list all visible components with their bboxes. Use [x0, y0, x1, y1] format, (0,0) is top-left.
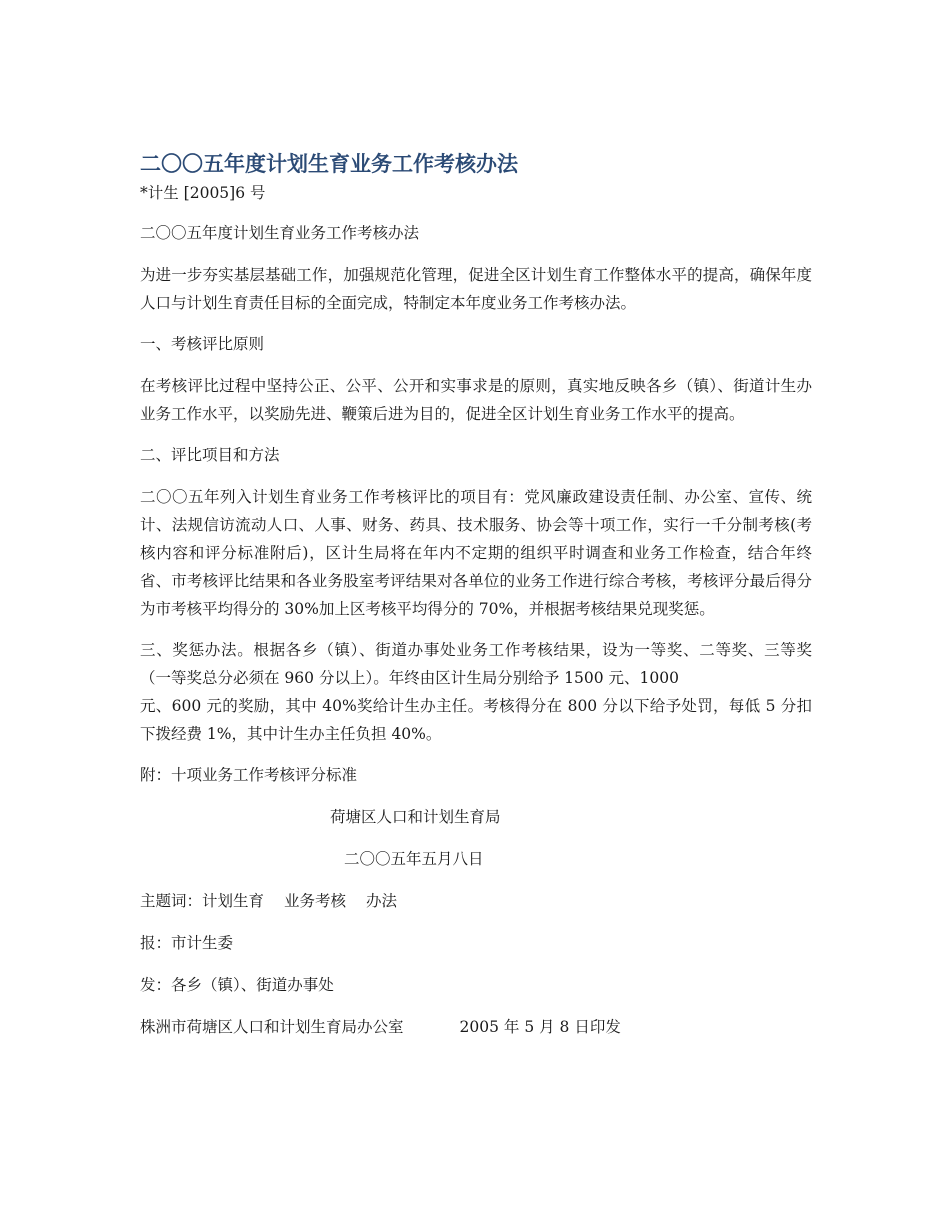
section3-body [140, 636, 812, 748]
keywords-line [140, 887, 812, 916]
print-date: 2005 年 5 月 8 日印发 [459, 1018, 621, 1036]
keyword-item: 业务考核 [284, 892, 347, 910]
keyword-item: 计划生育 [202, 892, 265, 910]
keywords-label: 主题词： [140, 892, 203, 910]
attachment-note: 附：十项业务工作考核评分标准 [140, 766, 358, 784]
section2-body: 二〇〇五年列入计划生育业务工作考核评比的项目有：党风廉政建设责任制、办公室、宣传、统计、法规信访流动人口、人事、财务、药具、技术服务、协会等十项工作，实行一千分制考核(考核内容和评分标准附后)，区计生局将在年内不定期的组织平时调查和业务工作检查，结合年终省、市考核评比结果和各业务股室考评结果对各单位的业务工作进行综合考核，考核评分最后得分为市考核平均得分的 30%加上区考核平均得分的 70%，并根据考核结果兑现奖惩。 [140, 488, 812, 618]
keyword-item: 办法 [366, 892, 398, 910]
issuer: 荷塘区人口和计划生育局 [330, 808, 501, 826]
section3-line2: 元、600 元的奖励，其中 40%奖给计生办主任。考核得分在 800 分以下给予处罚，每低 5 分扣下拨经费 1%，其中计生办主任负担 40%。 [140, 697, 812, 743]
section3-line1: 三、奖惩办法。根据各乡（镇）、街道办事处业务工作考核结果，设为一等奖、二等奖、三等奖（一等奖总分必须在 960 分以上）。年终由区计生局分别给予 1500 元、1000 [140, 641, 812, 687]
section1-heading: 一、考核评比原则 [140, 335, 265, 353]
section2-heading: 二、评比项目和方法 [140, 446, 280, 464]
send-to-line: 发：各乡（镇）、街道办事处 [140, 976, 334, 994]
document-number: *计生 [2005]6 号 [140, 184, 266, 202]
report-to-line: 报：市计生委 [140, 934, 234, 952]
document-title: 二〇〇五年度计划生育业务工作考核办法 [140, 152, 518, 176]
issue-date: 二〇〇五年五月八日 [344, 850, 484, 868]
document-page [140, 148, 812, 1055]
section1-body: 在考核评比过程中坚持公正、公平、公开和实事求是的原则，真实地反映各乡（镇）、街道计生办业务工作水平，以奖励先进、鞭策后进为目的，促进全区计划生育业务工作水平的提高。 [140, 377, 812, 423]
intro-paragraph: 为进一步夯实基层基础工作，加强规范化管理，促进全区计划生育工作整体水平的提高，确保年度人口与计划生育责任目标的全面完成，特制定本年度业务工作考核办法。 [140, 266, 812, 312]
print-info-line [140, 1013, 812, 1042]
document-heading-repeat: 二〇〇五年度计划生育业务工作考核办法 [140, 224, 420, 242]
print-office: 株洲市荷塘区人口和计划生育局办公室 [140, 1018, 404, 1036]
